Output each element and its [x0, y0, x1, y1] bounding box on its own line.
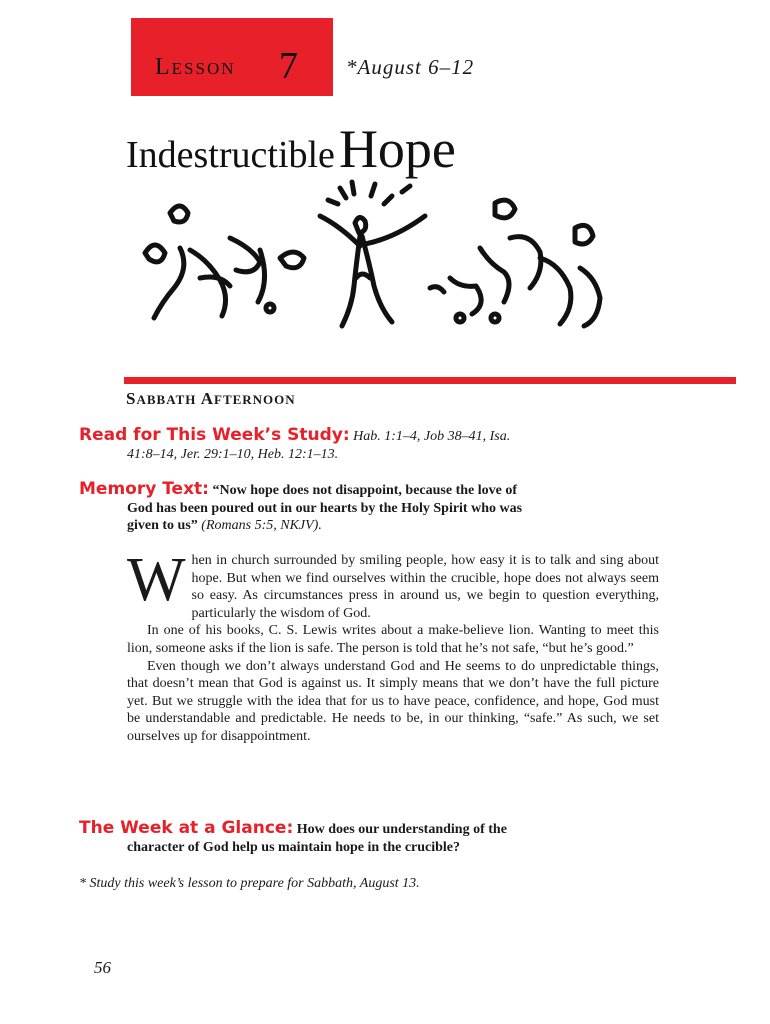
memory-ref: (Romans 5:5, NKJV).	[201, 518, 322, 533]
paragraph-3: Even though we don’t always understand God and He seems to do unpredictable things, that doesn’t mean that God is against us. It simply means that we don’t have the full picture yet. But we struggle with the idea that for us to have peace, confidence, and hope, God must be understandable and predictable. He needs to be, in our thinking, “safe.” As such, we set ourselves up for disappointment.	[127, 658, 659, 744]
paragraph-2: In one of his books, C. S. Lewis writes about a make-believe lion. Wanting to meet this lion, someone asks if the lion is safe. The person is told that he’s not safe, “but he’s good.”	[127, 623, 659, 656]
glance-label: The Week at a Glance:	[79, 818, 294, 838]
paragraph-1	[127, 546, 659, 622]
heading-abbath: ABBATH	[136, 392, 197, 407]
lesson-number: 7	[279, 45, 298, 87]
section-rule	[124, 377, 736, 384]
body-text	[127, 546, 659, 746]
read-refs-line2: 41:8–14, Jer. 29:1–10, Heb. 12:1–13.	[127, 446, 339, 462]
week-at-a-glance	[79, 820, 669, 856]
lesson-label-rest: ESSON	[171, 59, 236, 78]
page-number: 56	[94, 958, 111, 977]
memory-text	[79, 481, 669, 535]
title-part-2: Hope	[338, 119, 456, 179]
lesson-label-initial: L	[155, 54, 172, 80]
lesson-banner	[131, 18, 333, 96]
memory-label: Memory Text:	[79, 479, 209, 499]
heading-fternoon: FTERNOON	[214, 392, 296, 407]
title-part-1: Indestructible	[126, 134, 335, 176]
drop-cap: W	[127, 546, 186, 614]
lesson-date-range: *August 6–12	[346, 55, 475, 79]
memory-line1: “Now hope does not disappoint, because the love of	[212, 483, 518, 498]
glance-line1: How does our understanding of the	[296, 822, 507, 837]
footnote: * Study this week’s lesson to prepare for Sabbath, August 13.	[79, 876, 420, 891]
lesson-title	[126, 118, 456, 180]
glance-line2: character of God help us maintain hope in the crucible?	[127, 839, 461, 855]
heading-s: S	[126, 389, 137, 408]
read-label: Read for This Week’s Study:	[79, 425, 350, 445]
read-for-study	[79, 427, 669, 463]
lesson-label	[155, 54, 236, 81]
heading-a: A	[200, 389, 214, 408]
cave-figures-illustration	[130, 178, 630, 348]
paragraph-1-text: hen in church surrounded by smiling people, how easy it is to talk and sing about hope. But when we find ourselves within the crucible, hope does not always seem so easy. As circumstances press in around us, we begin to question everything, particularly the wisdom of God.	[191, 553, 659, 621]
memory-line3: given to us”	[127, 518, 198, 533]
read-refs-line1: Hab. 1:1–4, Job 38–41, Isa.	[353, 429, 511, 444]
memory-line2: God has been poured out in our hearts by the Holy Spirit who was	[127, 500, 523, 516]
section-heading-sabbath-afternoon	[126, 389, 296, 409]
